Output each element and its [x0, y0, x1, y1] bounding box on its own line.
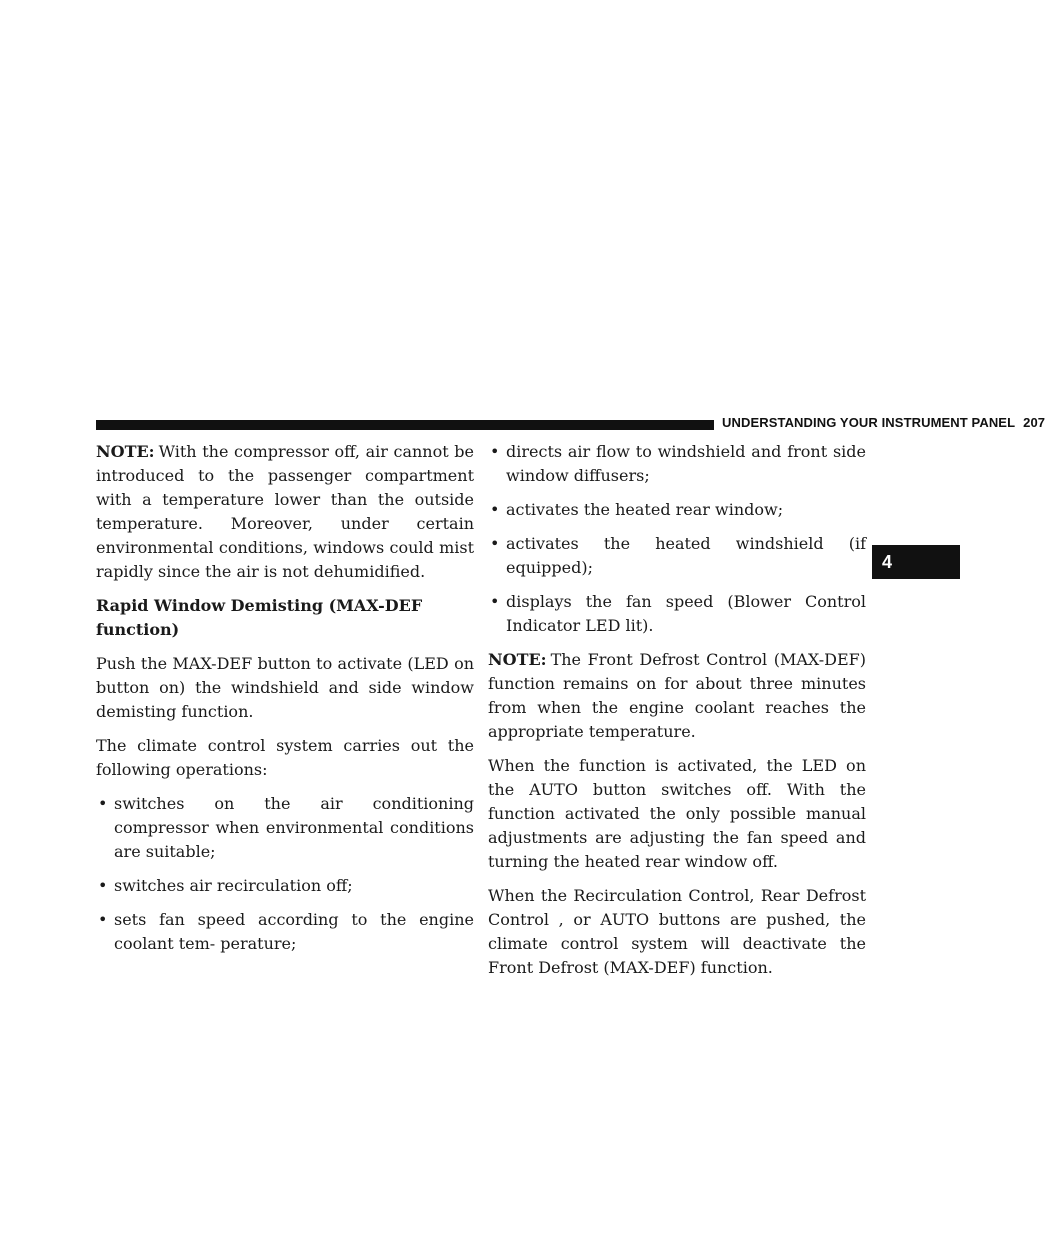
paragraph: When the function is activated, the LED on the AUTO button switches off. With the function activated the only possible manual adjustments are adjusting the fan speed and turning the heated rear window off.	[488, 756, 866, 871]
note-label: NOTE:	[488, 650, 547, 669]
list-item: • directs air flow to windshield and front side window diffusers;	[488, 440, 866, 488]
right-column	[488, 440, 866, 990]
list-item: • switches air recirculation off;	[96, 874, 474, 898]
paragraph: Push the MAX-DEF button to activate (LED on button on) the windshield and side window demisting function.	[96, 654, 474, 721]
note-text: The Front Defrost Control (MAX-DEF) function remains on for about three minutes from when the engine coolant reaches the appropriate temperature.	[488, 650, 866, 741]
list-item: • activates the heated windshield (if equipped);	[488, 532, 866, 580]
list-item: • displays the fan speed (Blower Control Indicator LED lit).	[488, 590, 866, 638]
list-item: • sets fan speed according to the engine coolant tem- perature;	[96, 908, 474, 956]
left-column	[96, 440, 474, 966]
paragraph: The climate control system carries out the following operations:	[96, 736, 474, 779]
note-paragraph	[96, 440, 474, 584]
header-title: UNDERSTANDING YOUR INSTRUMENT PANEL	[722, 415, 1016, 430]
note-text: With the compressor off, air cannot be introduced to the passenger compartment with a temperature lower than the outside temperature. Moreover, under certain environmental conditions, windows could mist rapidly since the air is not dehumidified.	[96, 442, 474, 581]
note-paragraph	[488, 648, 866, 744]
list-item: • activates the heated rear window;	[488, 498, 866, 522]
page-number: 207	[1023, 415, 1045, 430]
bullet-list	[96, 792, 474, 956]
note-label: NOTE:	[96, 442, 155, 461]
list-item: • switches on the air conditioning compressor when environmental conditions are suitable;	[96, 792, 474, 864]
paragraph: When the Recirculation Control, Rear Defrost Control , or AUTO buttons are pushed, the climate control system will deactivate the Front Defrost (MAX-DEF) function.	[488, 886, 866, 977]
section-heading: Rapid Window Demisting (MAX-DEF function)	[96, 596, 423, 639]
chapter-tab: 4	[872, 545, 960, 579]
header-rule	[96, 420, 714, 430]
running-header	[722, 415, 1045, 430]
bullet-list	[488, 440, 866, 638]
